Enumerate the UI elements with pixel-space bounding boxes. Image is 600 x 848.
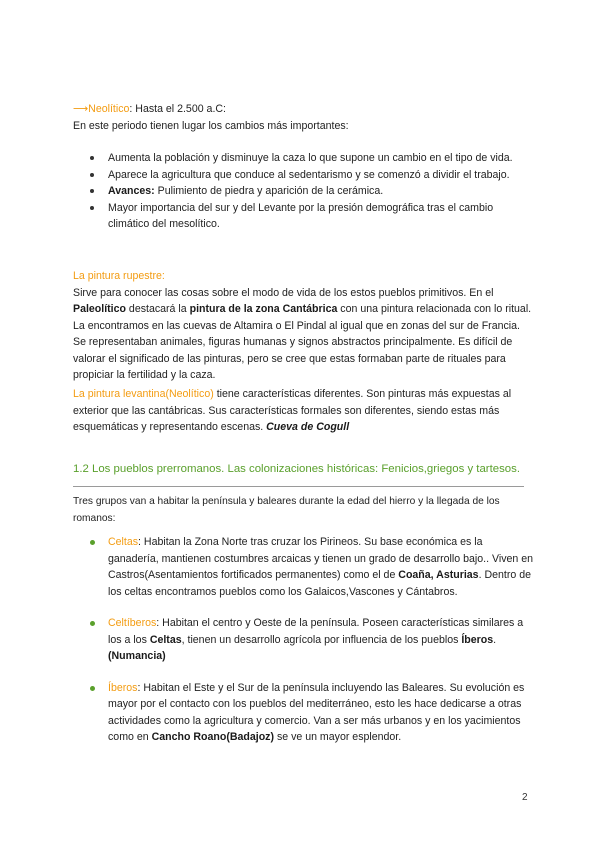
levantina-heading: La pintura levantina(Neolítico) [73, 388, 214, 400]
list-item [73, 183, 533, 200]
iberos-bold: Íberos [461, 633, 494, 646]
page-number: 2 [522, 792, 528, 803]
celtiberos-text-1: : Habitan el centro y Oeste de la península. Poseen características similares a los a los [108, 617, 524, 646]
celtas-label: Celtas [108, 536, 139, 548]
pintura-rupestre-section [73, 268, 533, 384]
list-item: Mayor importancia del sur y del Levante por la presión demográfica tras el cambio climático del mesolítico. [73, 200, 533, 233]
celtiberos-text-3: . [493, 633, 497, 646]
celtas-bold: Celtas [149, 633, 182, 646]
rupestre-paragraph [73, 285, 533, 384]
celtas-text-1: : Habitan la Zona Norte tras cruzar los Pirineos. Su base económica es la ganadería, mantienen costumbres arcaicas y tienen un grado de desarrollo bajo.. Viven en Castros(Asentamientos fortificados permanentes) como el de [108, 536, 533, 581]
list-item-celtas [73, 534, 533, 600]
cueva-cogull: Cueva de Cogull [266, 421, 350, 433]
rupestre-text-1: Sirve para conocer las cosas sobre el modo de vida de los estos pueblos primitivos. En el [73, 286, 494, 299]
list-item: Aparece la agricultura que conduce al sedentarismo y se comenzó a dividir el trabajo. [73, 167, 533, 184]
cancho-roano-bold: Cancho Roano(Badajoz) [151, 731, 274, 743]
divider [73, 486, 524, 487]
levantina-text: tiene características diferentes. Son pinturas más expuestas al exterior que las cantábricas. Sus características formales son diferentes, siendo estas más esquemáticas y representando escenas. [73, 388, 512, 433]
neolitico-intro: En este periodo tienen lugar los cambios más importantes: [73, 119, 349, 132]
list-item-celtiberos [73, 615, 533, 665]
neolitico-heading-suffix: : Hasta el 2.500 a.C: [129, 103, 226, 115]
list-item-iberos [73, 680, 533, 746]
celtas-text-2: . Dentro de los celtas encontramos pueblos como los Galaicos,Vascones y Cántabros. [108, 569, 531, 598]
celtiberos-label: Celtíberos [108, 617, 157, 629]
list-item: Aumenta la población y disminuye la caza lo que supone un cambio en el tipo de vida. [73, 150, 533, 167]
avances-label: Avances: [108, 185, 155, 197]
neolitico-heading-line [73, 101, 533, 118]
cantabrica-bold: pintura de la zona Cantábrica [189, 303, 338, 315]
rupestre-heading: La pintura rupestre: [73, 270, 165, 282]
paleolitico-bold: Paleolítico [73, 303, 126, 315]
iberos-text-2: se ve un mayor esplendor. [274, 731, 402, 743]
peoples-list [73, 534, 533, 746]
avances-text: Pulimiento de piedra y aparición de la cerámica. [154, 185, 384, 197]
section-intro: Tres grupos van a habitar la península y baleares durante la edad del hierro y la llegada de los romanos: [73, 496, 500, 524]
pintura-levantina-section [73, 386, 533, 436]
section-title: 1.2 Los pueblos prerromanos. Las colonizaciones históricas: Fenicios,griegos y tartesos. [73, 463, 520, 475]
coana-bold: Coaña, Asturias [398, 569, 479, 581]
celtiberos-text-2: , tienen un desarrollo agrícola por influencia de los pueblos [181, 633, 462, 646]
rupestre-text-2: destacará la [125, 303, 190, 315]
numancia-bold: (Numancia) [108, 650, 166, 662]
neolitico-list [73, 150, 533, 233]
neolitico-section [73, 101, 533, 233]
rupestre-text-3: con una pintura relacionada con lo ritual. La encontramos en las cuevas de Altamira o El Pindal al igual que en zonas del sur de Francia. Se representaban animales, figuras humanas y signos abstractos principalmente. Es difícil de valorar el significado de las pinturas, pero se cree que estas formaban parte de rituales para propiciar la fertilidad y la caza. [73, 303, 532, 381]
neolitico-heading: ⟶Neolítico [73, 103, 130, 115]
iberos-label: Íberos [108, 681, 138, 694]
iberos-text-1: : Habitan el Este y el Sur de la península incluyendo las Baleares. Su evolución es mayor por el contacto con los pueblos del mediterráneo, esto les hace dedicarse a otras actividades como la agricultura y comercio. Van a ser más urbanos y en los yacimientos como en [108, 681, 525, 743]
